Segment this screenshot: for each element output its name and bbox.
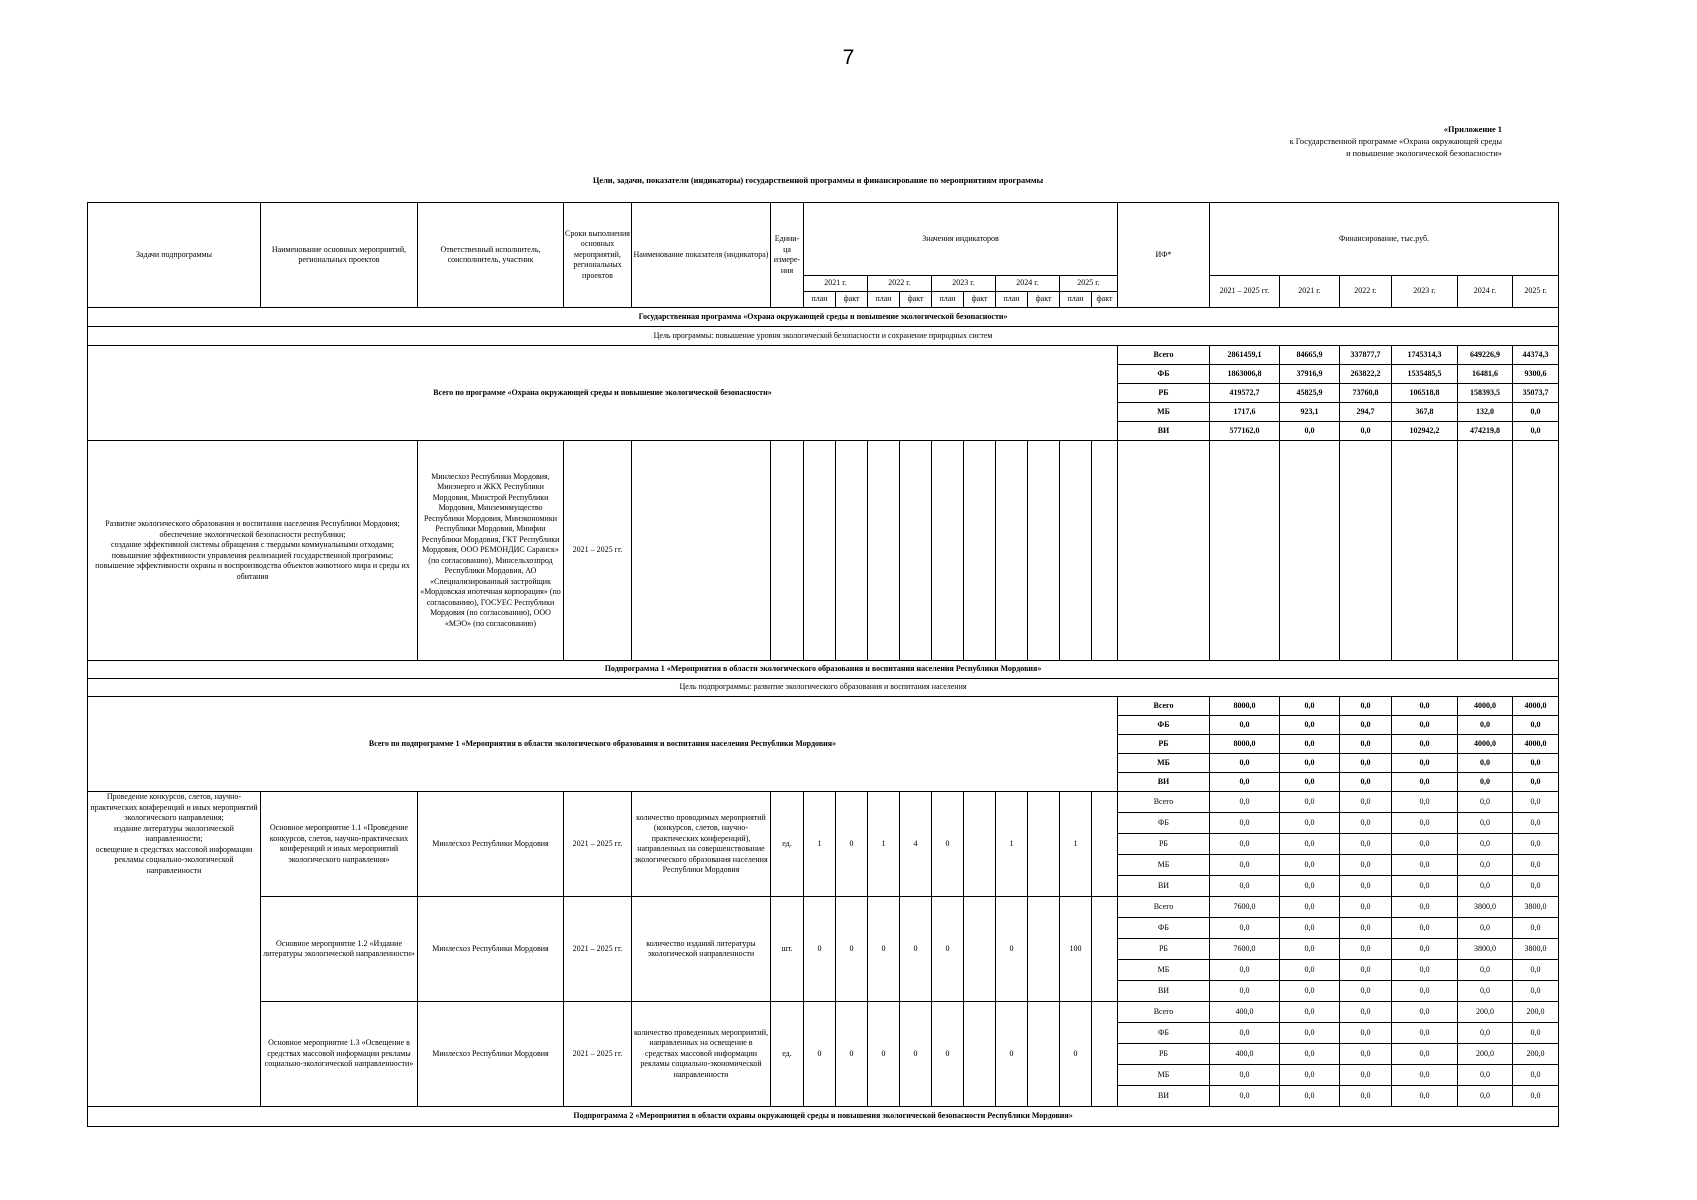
- amount-cell: 0,0: [1392, 981, 1458, 1002]
- amount-cell: 400,0: [1210, 1002, 1280, 1023]
- header-fin-year: 2021 г.: [1280, 276, 1340, 308]
- amount-cell: 0,0: [1210, 960, 1280, 981]
- amount-cell: 45825,9: [1280, 384, 1340, 403]
- empty-cell: [771, 441, 804, 661]
- source-cell: МБ: [1118, 1065, 1210, 1086]
- amount-cell: 0,0: [1340, 697, 1392, 716]
- amount-cell: 0,0: [1210, 834, 1280, 855]
- indicator-value: 0: [868, 1002, 900, 1107]
- amount-cell: 0,0: [1392, 1023, 1458, 1044]
- amount-cell: 0,0: [1458, 773, 1513, 792]
- empty-cell: [1210, 441, 1280, 661]
- activity-indicator: количество изданий литературы экологической направленности: [632, 897, 771, 1002]
- activity-unit: шт.: [771, 897, 804, 1002]
- header-year: 2023 г.: [932, 276, 996, 292]
- amount-cell: 0,0: [1210, 876, 1280, 897]
- amount-cell: 337877,7: [1340, 346, 1392, 365]
- amount-cell: 0,0: [1280, 1086, 1340, 1107]
- amount-cell: 1745314,3: [1392, 346, 1458, 365]
- amount-cell: 200,0: [1513, 1002, 1559, 1023]
- indicator-value: 4: [900, 792, 932, 897]
- amount-cell: 0,0: [1513, 855, 1559, 876]
- amount-cell: 102942,2: [1392, 422, 1458, 441]
- amount-cell: 0,0: [1513, 792, 1559, 813]
- empty-cell: [1392, 441, 1458, 661]
- amount-cell: 0,0: [1280, 897, 1340, 918]
- indicator-value: 0: [1060, 1002, 1092, 1107]
- amount-cell: 0,0: [1340, 876, 1392, 897]
- amount-cell: 0,0: [1280, 981, 1340, 1002]
- appendix-note: [1290, 124, 1502, 160]
- source-cell: РБ: [1118, 939, 1210, 960]
- amount-cell: 0,0: [1513, 981, 1559, 1002]
- amount-cell: 0,0: [1458, 716, 1513, 735]
- amount-cell: 2861459,1: [1210, 346, 1280, 365]
- source-cell: РБ: [1118, 735, 1210, 754]
- header-fact: факт: [900, 292, 932, 308]
- header-source: ИФ*: [1118, 203, 1210, 308]
- indicator-value: [1028, 792, 1060, 897]
- source-cell: МБ: [1118, 754, 1210, 773]
- header-plan: план: [804, 292, 836, 308]
- empty-cell: [836, 441, 868, 661]
- header-fin-year: 2022 г.: [1340, 276, 1392, 308]
- indicator-value: 0: [900, 1002, 932, 1107]
- amount-cell: 0,0: [1210, 918, 1280, 939]
- amount-cell: 0,0: [1392, 716, 1458, 735]
- indicator-value: 0: [804, 1002, 836, 1107]
- amount-cell: 0,0: [1513, 834, 1559, 855]
- indicator-value: [1028, 1002, 1060, 1107]
- amount-cell: 0,0: [1340, 939, 1392, 960]
- header-year: 2022 г.: [868, 276, 932, 292]
- header-fact: факт: [1028, 292, 1060, 308]
- amount-cell: 0,0: [1340, 735, 1392, 754]
- source-cell: Всего: [1118, 697, 1210, 716]
- amount-cell: 0,0: [1280, 422, 1340, 441]
- amount-cell: 0,0: [1340, 1023, 1392, 1044]
- indicator-value: [964, 1002, 996, 1107]
- appendix-line-3: и повышение экологической безопасности»: [1346, 149, 1502, 158]
- amount-cell: 7600,0: [1210, 939, 1280, 960]
- amount-cell: 0,0: [1458, 1086, 1513, 1107]
- amount-cell: 3800,0: [1513, 897, 1559, 918]
- amount-cell: 0,0: [1392, 792, 1458, 813]
- amount-cell: 0,0: [1340, 1002, 1392, 1023]
- amount-cell: 0,0: [1458, 792, 1513, 813]
- amount-cell: 0,0: [1392, 897, 1458, 918]
- amount-cell: 0,0: [1280, 813, 1340, 834]
- amount-cell: 0,0: [1513, 422, 1559, 441]
- amount-cell: 0,0: [1280, 792, 1340, 813]
- source-cell: ВИ: [1118, 422, 1210, 441]
- amount-cell: 263822,2: [1340, 365, 1392, 384]
- amount-cell: 0,0: [1392, 960, 1458, 981]
- source-cell: ВИ: [1118, 876, 1210, 897]
- indicator-value: [964, 897, 996, 1002]
- amount-cell: 7600,0: [1210, 897, 1280, 918]
- amount-cell: 0,0: [1458, 1023, 1513, 1044]
- header-year: 2024 г.: [996, 276, 1060, 292]
- indicator-value: 0: [932, 792, 964, 897]
- empty-cell: [1060, 441, 1092, 661]
- indicator-value: [964, 792, 996, 897]
- amount-cell: 3800,0: [1458, 939, 1513, 960]
- source-cell: ВИ: [1118, 1086, 1210, 1107]
- amount-cell: 0,0: [1340, 716, 1392, 735]
- source-cell: ФБ: [1118, 365, 1210, 384]
- amount-cell: 44374,3: [1513, 346, 1559, 365]
- empty-cell: [1458, 441, 1513, 661]
- source-cell: Всего: [1118, 1002, 1210, 1023]
- amount-cell: 0,0: [1280, 1065, 1340, 1086]
- activity-indicator: количество проведенных мероприятий, направленных на освещение в средствах массовой информации рекламы социально-экономической направленности: [632, 1002, 771, 1107]
- empty-cell: [1280, 441, 1340, 661]
- amount-cell: 0,0: [1340, 773, 1392, 792]
- amount-cell: 0,0: [1280, 754, 1340, 773]
- indicator-value: 0: [996, 1002, 1028, 1107]
- amount-cell: 0,0: [1513, 716, 1559, 735]
- amount-cell: 0,0: [1280, 960, 1340, 981]
- indicator-value: [1092, 1002, 1118, 1107]
- amount-cell: 200,0: [1513, 1044, 1559, 1065]
- amount-cell: 0,0: [1340, 855, 1392, 876]
- amount-cell: 0,0: [1210, 716, 1280, 735]
- indicator-value: 1: [996, 792, 1028, 897]
- program-executors: Минлесхоз Республики Мордовия, Минэнерго и ЖКХ Республики Мордовия, Минстрой Республики Мордовия, Минземимущество Республики Мордовия, Минэкономики Республики Мордовия, Минфин Республики Мордовия, ГКТ Республики Мордовия, ООО РЕМОНДИС Саранск» (по согласованию), Минсельхозпрод Республики Мордовия, АО «Специализированный застройщик «Мордовская ипотечная корпорация» (по согласованию), ГОСУЕС Республики Мордовия (по согласованию), ООО «МЭО» (по согласованию): [418, 441, 564, 661]
- indicator-value: 0: [932, 897, 964, 1002]
- empty-cell: [1118, 441, 1210, 661]
- page-number: 7: [842, 46, 855, 69]
- amount-cell: 649226,9: [1458, 346, 1513, 365]
- amount-cell: 0,0: [1280, 735, 1340, 754]
- activity-unit: ед.: [771, 1002, 804, 1107]
- activity-name: Основное мероприятие 1.2 «Издание литературы экологической направленности»: [261, 897, 418, 1002]
- amount-cell: 0,0: [1392, 754, 1458, 773]
- activity-executor: Минлесхоз Республики Мордовия: [418, 897, 564, 1002]
- amount-cell: 0,0: [1392, 834, 1458, 855]
- amount-cell: 0,0: [1210, 754, 1280, 773]
- amount-cell: 0,0: [1458, 1065, 1513, 1086]
- empty-cell: [1092, 441, 1118, 661]
- empty-cell: [996, 441, 1028, 661]
- subprogram1-total-label: Всего по подпрограмме 1 «Мероприятия в области экологического образования и воспитания населения Республики Мордовия»: [88, 697, 1118, 792]
- subprogram1-goal: Цель подпрограммы: развитие экологического образования и воспитания населения: [88, 679, 1559, 697]
- amount-cell: 400,0: [1210, 1044, 1280, 1065]
- amount-cell: 0,0: [1340, 834, 1392, 855]
- indicator-value: 0: [836, 1002, 868, 1107]
- source-cell: МБ: [1118, 403, 1210, 422]
- activity-terms: 2021 – 2025 гг.: [564, 792, 632, 897]
- amount-cell: 474219,8: [1458, 422, 1513, 441]
- amount-cell: 0,0: [1340, 1086, 1392, 1107]
- subprogram1-tasks: Проведение конкурсов, слетов, научно-практических конференций и иных мероприятий экологического направления; издание литературы экологической направленности; освещение в средствах массовой информации рекламы социально-экологической направленности: [88, 792, 261, 1107]
- activity-row: [88, 1002, 1559, 1023]
- indicator-value: [1092, 897, 1118, 1002]
- empty-cell: [632, 441, 771, 661]
- indicator-value: [1092, 792, 1118, 897]
- amount-cell: 84665,9: [1280, 346, 1340, 365]
- amount-cell: 0,0: [1340, 813, 1392, 834]
- indicator-value: 1: [804, 792, 836, 897]
- empty-cell: [964, 441, 996, 661]
- header-fact: факт: [964, 292, 996, 308]
- amount-cell: 16481,6: [1458, 365, 1513, 384]
- amount-cell: 4000,0: [1513, 697, 1559, 716]
- amount-cell: 0,0: [1392, 876, 1458, 897]
- amount-cell: 0,0: [1210, 813, 1280, 834]
- indicator-value: 0: [804, 897, 836, 1002]
- amount-cell: 0,0: [1458, 855, 1513, 876]
- amount-cell: 0,0: [1280, 773, 1340, 792]
- source-cell: МБ: [1118, 855, 1210, 876]
- empty-cell: [900, 441, 932, 661]
- amount-cell: 0,0: [1513, 876, 1559, 897]
- amount-cell: 8000,0: [1210, 697, 1280, 716]
- source-cell: МБ: [1118, 960, 1210, 981]
- amount-cell: 0,0: [1210, 1086, 1280, 1107]
- amount-cell: 0,0: [1210, 792, 1280, 813]
- source-cell: ВИ: [1118, 981, 1210, 1002]
- subprogram1-title: Подпрограмма 1 «Мероприятия в области экологического образования и воспитания населения Республики Мордовия»: [88, 661, 1559, 679]
- activity-terms: 2021 – 2025 гг.: [564, 897, 632, 1002]
- header-unit: Едини-ца измере-ния: [771, 203, 804, 308]
- empty-cell: [868, 441, 900, 661]
- source-cell: ФБ: [1118, 716, 1210, 735]
- amount-cell: 0,0: [1392, 939, 1458, 960]
- amount-cell: 0,0: [1280, 1044, 1340, 1065]
- amount-cell: 0,0: [1458, 876, 1513, 897]
- amount-cell: 0,0: [1210, 1023, 1280, 1044]
- amount-cell: 8000,0: [1210, 735, 1280, 754]
- amount-cell: 0,0: [1280, 716, 1340, 735]
- header-executor: Ответственный исполнитель, соисполнитель, участник: [418, 203, 564, 308]
- amount-cell: 0,0: [1392, 735, 1458, 754]
- amount-cell: 1717,6: [1210, 403, 1280, 422]
- header-plan: план: [868, 292, 900, 308]
- amount-cell: 9300,6: [1513, 365, 1559, 384]
- amount-cell: 0,0: [1458, 960, 1513, 981]
- empty-cell: [1513, 441, 1559, 661]
- indicator-value: 1: [1060, 792, 1092, 897]
- amount-cell: 0,0: [1513, 1086, 1559, 1107]
- amount-cell: 0,0: [1458, 754, 1513, 773]
- activity-executor: Минлесхоз Республики Мордовия: [418, 792, 564, 897]
- indicator-value: 100: [1060, 897, 1092, 1002]
- activity-executor: Минлесхоз Республики Мордовия: [418, 1002, 564, 1107]
- indicator-value: 0: [836, 792, 868, 897]
- empty-cell: [932, 441, 964, 661]
- amount-cell: 0,0: [1280, 855, 1340, 876]
- header-fin-year: 2024 г.: [1458, 276, 1513, 308]
- empty-cell: [804, 441, 836, 661]
- amount-cell: 0,0: [1513, 754, 1559, 773]
- amount-cell: 0,0: [1340, 1065, 1392, 1086]
- header-fact: факт: [836, 292, 868, 308]
- amount-cell: 0,0: [1392, 918, 1458, 939]
- program-goal: Цель программы: повышение уровня экологической безопасности и сохранение природных систем: [88, 327, 1559, 346]
- amount-cell: 0,0: [1280, 939, 1340, 960]
- source-cell: РБ: [1118, 384, 1210, 403]
- amount-cell: 0,0: [1210, 855, 1280, 876]
- amount-cell: 0,0: [1340, 981, 1392, 1002]
- header-terms: Сроки выполнения основных мероприятий, региональных проектов: [564, 203, 632, 308]
- amount-cell: 0,0: [1458, 918, 1513, 939]
- header-indicator: Наименование показателя (индикатора): [632, 203, 771, 308]
- amount-cell: 0,0: [1280, 1023, 1340, 1044]
- activity-name: Основное мероприятие 1.1 «Проведение конкурсов, слетов, научно-практических конференций и иных мероприятий экологического направления»: [261, 792, 418, 897]
- appendix-line-1: «Приложение 1: [1443, 125, 1502, 134]
- amount-cell: 0,0: [1392, 697, 1458, 716]
- source-cell: ФБ: [1118, 813, 1210, 834]
- source-cell: ВИ: [1118, 773, 1210, 792]
- amount-cell: 0,0: [1513, 773, 1559, 792]
- amount-cell: 0,0: [1513, 813, 1559, 834]
- amount-cell: 106518,8: [1392, 384, 1458, 403]
- program-total-label: Всего по программе «Охрана окружающей среды и повышение экологической безопасности»: [88, 346, 1118, 441]
- source-cell: ФБ: [1118, 918, 1210, 939]
- amount-cell: 0,0: [1280, 697, 1340, 716]
- amount-cell: 0,0: [1210, 773, 1280, 792]
- amount-cell: 419572,7: [1210, 384, 1280, 403]
- appendix-line-2: к Государственной программе «Охрана окружающей среды: [1289, 137, 1502, 146]
- amount-cell: 0,0: [1340, 1044, 1392, 1065]
- header-year: 2025 г.: [1060, 276, 1118, 292]
- amount-cell: 3800,0: [1458, 897, 1513, 918]
- amount-cell: 0,0: [1280, 1002, 1340, 1023]
- header-plan: план: [1060, 292, 1092, 308]
- amount-cell: 0,0: [1340, 792, 1392, 813]
- activity-indicator: количество проводимых мероприятий (конкурсов, слетов, научно-практических конференций), направленных на совершенствование экологического образования населения Республики Мордовия: [632, 792, 771, 897]
- indicator-value: 1: [868, 792, 900, 897]
- amount-cell: 0,0: [1210, 1065, 1280, 1086]
- amount-cell: 4000,0: [1458, 735, 1513, 754]
- amount-cell: 35073,7: [1513, 384, 1559, 403]
- activity-unit: ед.: [771, 792, 804, 897]
- subprogram2-title: Подпрограмма 2 «Мероприятия в области охраны окружающей среды и повышения экологической безопасности Республики Мордовия»: [88, 1107, 1559, 1127]
- amount-cell: 0,0: [1392, 773, 1458, 792]
- amount-cell: 3800,0: [1513, 939, 1559, 960]
- activity-name: Основное мероприятие 1.3 «Освещение в средствах массовой информации рекламы социально-экологической направленности»: [261, 1002, 418, 1107]
- header-fin-year: 2021 – 2025 гг.: [1210, 276, 1280, 308]
- activity-row: [88, 792, 1559, 813]
- document-title: Цели, задачи, показатели (индикаторы) государственной программы и финансирование по мероприятиям программы: [592, 176, 1044, 185]
- amount-cell: 0,0: [1392, 855, 1458, 876]
- amount-cell: 0,0: [1513, 1065, 1559, 1086]
- program-table: [87, 202, 1559, 1127]
- amount-cell: 0,0: [1513, 960, 1559, 981]
- amount-cell: 0,0: [1458, 813, 1513, 834]
- source-cell: Всего: [1118, 792, 1210, 813]
- source-cell: ФБ: [1118, 1023, 1210, 1044]
- amount-cell: 0,0: [1340, 918, 1392, 939]
- amount-cell: 0,0: [1340, 897, 1392, 918]
- header-tasks: Задачи подпрограммы: [88, 203, 261, 308]
- header-fact: факт: [1092, 292, 1118, 308]
- amount-cell: 0,0: [1392, 1044, 1458, 1065]
- source-cell: РБ: [1118, 834, 1210, 855]
- indicator-value: 0: [932, 1002, 964, 1107]
- amount-cell: 577162,0: [1210, 422, 1280, 441]
- amount-cell: 4000,0: [1458, 697, 1513, 716]
- amount-cell: 0,0: [1392, 813, 1458, 834]
- header-year: 2021 г.: [804, 276, 868, 292]
- amount-cell: 0,0: [1280, 918, 1340, 939]
- source-cell: РБ: [1118, 1044, 1210, 1065]
- header-activities: Наименование основных мероприятий, региональных проектов: [261, 203, 418, 308]
- program-title: Государственная программа «Охрана окружающей среды и повышение экологической безопасности»: [88, 308, 1559, 327]
- amount-cell: 132,0: [1458, 403, 1513, 422]
- amount-cell: 1863006,8: [1210, 365, 1280, 384]
- amount-cell: 0,0: [1513, 1023, 1559, 1044]
- activity-terms: 2021 – 2025 гг.: [564, 1002, 632, 1107]
- header-indicator-values: Значения индикаторов: [804, 203, 1118, 276]
- program-tasks: Развитие экологического образования и воспитания населения Республики Мордовия; обеспечение экологической безопасности республики; создание эффективной системы обращения с твердыми коммунальными отходами; повышение эффективности управления реализацией государственной программы; повышение эффективности охраны и воспроизводства объектов животного мира и среды их обитания: [88, 441, 418, 661]
- amount-cell: 0,0: [1280, 834, 1340, 855]
- amount-cell: 0,0: [1392, 1065, 1458, 1086]
- amount-cell: 294,7: [1340, 403, 1392, 422]
- indicator-value: 0: [836, 897, 868, 1002]
- amount-cell: 0,0: [1280, 876, 1340, 897]
- amount-cell: 0,0: [1392, 1002, 1458, 1023]
- indicator-value: [1028, 897, 1060, 1002]
- amount-cell: 4000,0: [1513, 735, 1559, 754]
- activity-row: [88, 897, 1559, 918]
- amount-cell: 923,1: [1280, 403, 1340, 422]
- amount-cell: 0,0: [1340, 422, 1392, 441]
- amount-cell: 1535485,5: [1392, 365, 1458, 384]
- header-fin-year: 2025 г.: [1513, 276, 1559, 308]
- empty-cell: [1340, 441, 1392, 661]
- empty-cell: [1028, 441, 1060, 661]
- header-plan: план: [932, 292, 964, 308]
- amount-cell: 200,0: [1458, 1002, 1513, 1023]
- source-cell: Всего: [1118, 897, 1210, 918]
- indicator-value: 0: [900, 897, 932, 1002]
- indicator-value: 0: [868, 897, 900, 1002]
- amount-cell: 158393,5: [1458, 384, 1513, 403]
- amount-cell: 0,0: [1340, 754, 1392, 773]
- amount-cell: 0,0: [1458, 981, 1513, 1002]
- program-terms: 2021 – 2025 гг.: [564, 441, 632, 661]
- amount-cell: 0,0: [1392, 1086, 1458, 1107]
- indicator-value: 0: [996, 897, 1028, 1002]
- header-plan: план: [996, 292, 1028, 308]
- amount-cell: 0,0: [1210, 981, 1280, 1002]
- amount-cell: 0,0: [1458, 834, 1513, 855]
- amount-cell: 37916,9: [1280, 365, 1340, 384]
- amount-cell: 0,0: [1340, 960, 1392, 981]
- header-fin-year: 2023 г.: [1392, 276, 1458, 308]
- source-cell: Всего: [1118, 346, 1210, 365]
- header-financing: Финансирование, тыс.руб.: [1210, 203, 1559, 276]
- amount-cell: 200,0: [1458, 1044, 1513, 1065]
- amount-cell: 367,8: [1392, 403, 1458, 422]
- amount-cell: 0,0: [1513, 918, 1559, 939]
- amount-cell: 0,0: [1513, 403, 1559, 422]
- amount-cell: 73760,8: [1340, 384, 1392, 403]
